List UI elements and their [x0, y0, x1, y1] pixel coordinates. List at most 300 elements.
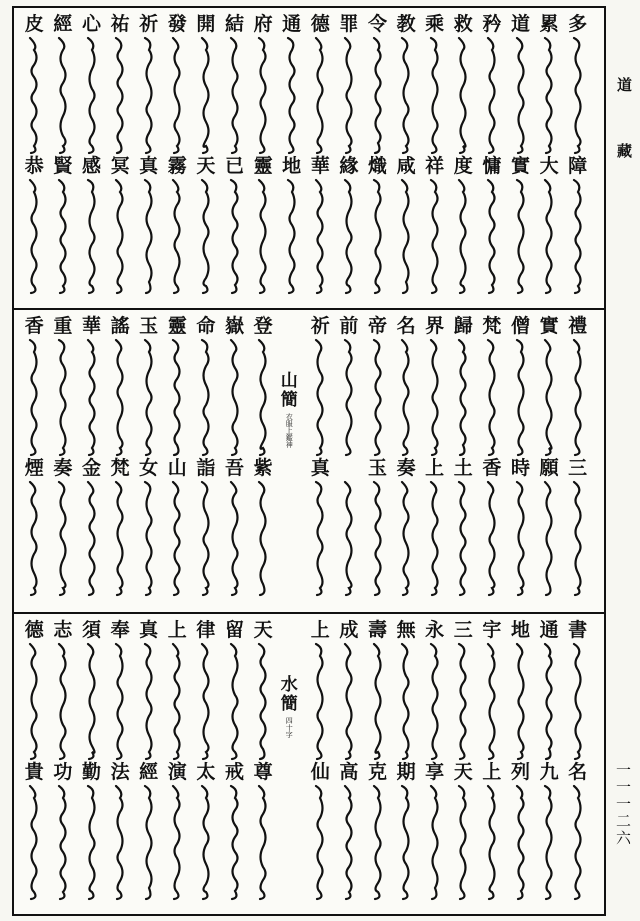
glyph-upper: 實 — [539, 315, 559, 337]
glyph-lower: 冥 — [110, 155, 130, 177]
glyph-upper: 德 — [310, 13, 330, 35]
talisman-column — [538, 316, 560, 598]
glyph-lower: 感 — [81, 155, 101, 177]
talisman-column — [567, 316, 589, 598]
section-heading-char: 水 — [280, 675, 298, 695]
glyph-upper: 三 — [453, 619, 473, 641]
talisman-stroke — [486, 480, 498, 598]
glyph-upper: 壽 — [367, 619, 387, 641]
talisman-stroke — [200, 178, 212, 296]
talisman-stroke — [429, 36, 441, 156]
talisman-stroke — [486, 642, 498, 762]
glyph-lower: 天 — [453, 761, 473, 783]
glyph-upper: 累 — [539, 13, 559, 35]
talisman-stroke — [229, 642, 241, 762]
talisman-stroke — [171, 642, 183, 762]
talisman-column — [452, 316, 474, 598]
glyph-upper: 府 — [253, 13, 273, 35]
talisman-column — [109, 316, 131, 598]
glyph-lower: 煙 — [24, 457, 44, 479]
glyph-lower: 咸 — [396, 155, 416, 177]
talisman-column — [81, 620, 103, 902]
talisman-column — [367, 620, 389, 902]
glyph-lower: 緣 — [339, 155, 359, 177]
talisman-stroke — [200, 642, 212, 762]
talisman-stroke — [372, 784, 384, 902]
glyph-upper: 須 — [81, 619, 101, 641]
section-heading — [281, 372, 298, 448]
talisman-stroke — [114, 784, 126, 902]
talisman-stroke — [457, 178, 469, 296]
talisman-column — [538, 14, 560, 296]
section-heading-note: 衣服上鑑神 — [285, 413, 294, 448]
glyph-upper: 華 — [81, 315, 101, 337]
glyph-upper: 帝 — [367, 315, 387, 337]
glyph-lower: 奏 — [53, 457, 73, 479]
talisman-column — [510, 316, 532, 598]
talisman-stroke — [457, 480, 469, 598]
talisman-stroke — [143, 784, 155, 902]
talisman-column — [481, 316, 503, 598]
talisman-column — [567, 620, 589, 902]
glyph-upper: 罪 — [339, 13, 359, 35]
glyph-lower: 祥 — [425, 155, 445, 177]
glyph-lower: 時 — [510, 457, 530, 479]
glyph-lower: 仙 — [310, 761, 330, 783]
talisman-stroke — [372, 480, 384, 598]
talisman-stroke — [457, 36, 469, 156]
glyph-lower: 上 — [482, 761, 502, 783]
talisman-column — [481, 14, 503, 296]
talisman-column — [367, 316, 389, 598]
talisman-stroke — [286, 178, 298, 296]
talisman-stroke — [257, 178, 269, 296]
glyph-lower: 靈 — [253, 155, 273, 177]
talisman-column — [138, 14, 160, 296]
glyph-upper: 皮 — [24, 13, 44, 35]
glyph-upper: 地 — [510, 619, 530, 641]
talisman-stroke — [86, 784, 98, 902]
talisman-stroke — [171, 338, 183, 458]
glyph-lower: 勤 — [81, 761, 101, 783]
talisman-stroke — [86, 480, 98, 598]
glyph-upper: 祈 — [310, 315, 330, 337]
talisman-stroke — [400, 178, 412, 296]
talisman-stroke — [515, 338, 527, 458]
glyph-lower: 詣 — [196, 457, 216, 479]
talisman-column — [452, 620, 474, 902]
glyph-lower: 九 — [539, 761, 559, 783]
margin-char-bottom: 藏 — [616, 142, 632, 160]
talisman-stroke — [257, 338, 269, 458]
section-heading-char: 簡 — [280, 390, 298, 410]
talisman-stroke — [28, 642, 40, 762]
glyph-lower: 女 — [139, 457, 159, 479]
talisman-stroke — [229, 36, 241, 156]
glyph-upper: 上 — [310, 619, 330, 641]
middle-panel — [14, 310, 604, 612]
talisman-stroke — [572, 178, 584, 296]
talisman-column — [166, 14, 188, 296]
talisman-stroke — [343, 338, 355, 458]
glyph-lower: 已 — [224, 155, 244, 177]
talisman-stroke — [28, 178, 40, 296]
talisman-column — [338, 620, 360, 902]
talisman-column — [281, 14, 303, 296]
talisman-stroke — [143, 480, 155, 598]
talisman-stroke — [143, 36, 155, 156]
talisman-stroke — [314, 338, 326, 458]
talisman-column — [252, 316, 274, 598]
talisman-stroke — [429, 178, 441, 296]
glyph-upper: 上 — [167, 619, 187, 641]
glyph-upper: 書 — [568, 619, 588, 641]
talisman-stroke — [200, 36, 212, 156]
glyph-upper: 志 — [53, 619, 73, 641]
talisman-stroke — [86, 36, 98, 156]
glyph-upper: 律 — [196, 619, 216, 641]
section-heading-char: 簡 — [280, 694, 298, 714]
talisman-stroke — [171, 480, 183, 598]
glyph-upper: 令 — [367, 13, 387, 35]
glyph-lower: 地 — [282, 155, 302, 177]
talisman-stroke — [314, 480, 326, 598]
glyph-upper: 多 — [568, 13, 588, 35]
glyph-upper: 發 — [167, 13, 187, 35]
talisman-column — [424, 14, 446, 296]
glyph-upper: 德 — [24, 619, 44, 641]
talisman-stroke — [515, 642, 527, 762]
glyph-upper: 留 — [224, 619, 244, 641]
glyph-upper: 宇 — [482, 619, 502, 641]
talisman-stroke — [286, 36, 298, 156]
glyph-upper: 謠 — [110, 315, 130, 337]
talisman-column — [166, 316, 188, 598]
glyph-lower: 法 — [110, 761, 130, 783]
glyph-lower: 香 — [482, 457, 502, 479]
glyph-upper: 香 — [24, 315, 44, 337]
margin-char-top: 道 — [616, 76, 632, 94]
talisman-stroke — [114, 642, 126, 762]
talisman-column — [23, 620, 45, 902]
glyph-upper: 無 — [396, 619, 416, 641]
glyph-lower: 期 — [396, 761, 416, 783]
talisman-stroke — [28, 338, 40, 458]
glyph-lower: 障 — [568, 155, 588, 177]
talisman-stroke — [343, 36, 355, 156]
glyph-upper: 成 — [339, 619, 359, 641]
glyph-lower: 貴 — [24, 761, 44, 783]
glyph-upper: 禮 — [568, 315, 588, 337]
talisman-column — [195, 316, 217, 598]
glyph-lower: 真 — [139, 155, 159, 177]
glyph-lower: 山 — [167, 457, 187, 479]
talisman-column — [538, 620, 560, 902]
glyph-lower: 三 — [568, 457, 588, 479]
talisman-stroke — [114, 178, 126, 296]
talisman-stroke — [143, 178, 155, 296]
glyph-lower: 功 — [53, 761, 73, 783]
section-heading — [281, 676, 298, 738]
glyph-lower: 戒 — [224, 761, 244, 783]
glyph-lower: 享 — [425, 761, 445, 783]
glyph-lower: 梵 — [110, 457, 130, 479]
talisman-stroke — [200, 338, 212, 458]
talisman-stroke — [343, 642, 355, 762]
glyph-upper: 靈 — [167, 315, 187, 337]
glyph-upper: 祐 — [110, 13, 130, 35]
glyph-lower: 演 — [167, 761, 187, 783]
glyph-lower: 列 — [510, 761, 530, 783]
talisman-stroke — [543, 480, 555, 598]
talisman-stroke — [486, 784, 498, 902]
glyph-upper: 命 — [196, 315, 216, 337]
glyph-upper: 道 — [510, 13, 530, 35]
talisman-stroke — [400, 784, 412, 902]
talisman-column — [224, 14, 246, 296]
glyph-upper: 開 — [196, 13, 216, 35]
talisman-stroke — [257, 36, 269, 156]
talisman-column — [567, 14, 589, 296]
talisman-stroke — [429, 784, 441, 902]
talisman-stroke — [515, 784, 527, 902]
talisman-stroke — [486, 178, 498, 296]
talisman-column — [338, 14, 360, 296]
glyph-upper: 救 — [453, 13, 473, 35]
glyph-upper: 僧 — [510, 315, 530, 337]
talisman-stroke — [372, 36, 384, 156]
glyph-lower: 上 — [425, 457, 445, 479]
talisman-stroke — [143, 642, 155, 762]
talisman-stroke — [372, 642, 384, 762]
talisman-stroke — [314, 784, 326, 902]
talisman-stroke — [400, 480, 412, 598]
glyph-lower: 天 — [196, 155, 216, 177]
glyph-lower: 金 — [81, 457, 101, 479]
talisman-stroke — [57, 178, 69, 296]
glyph-upper: 經 — [53, 13, 73, 35]
talisman-column — [81, 316, 103, 598]
talisman-column — [309, 14, 331, 296]
talisman-column — [195, 620, 217, 902]
talisman-stroke — [572, 338, 584, 458]
glyph-upper: 祈 — [139, 13, 159, 35]
talisman-stroke — [457, 338, 469, 458]
page-number: 一一一二六 — [614, 762, 632, 847]
talisman-stroke — [429, 338, 441, 458]
talisman-stroke — [200, 480, 212, 598]
talisman-column — [81, 14, 103, 296]
talisman-column — [481, 620, 503, 902]
talisman-stroke — [171, 784, 183, 902]
talisman-stroke — [572, 36, 584, 156]
talisman-stroke — [229, 178, 241, 296]
talisman-column — [52, 14, 74, 296]
glyph-lower: 慵 — [482, 155, 502, 177]
glyph-upper: 永 — [425, 619, 445, 641]
glyph-upper: 真 — [139, 619, 159, 641]
talisman-stroke — [57, 338, 69, 458]
talisman-column — [338, 316, 360, 598]
talisman-stroke — [572, 784, 584, 902]
upper-panel — [14, 8, 604, 308]
talisman-stroke — [572, 480, 584, 598]
talisman-stroke — [457, 642, 469, 762]
talisman-stroke — [229, 480, 241, 598]
talisman-stroke — [57, 642, 69, 762]
talisman-column — [224, 620, 246, 902]
talisman-stroke — [28, 36, 40, 156]
talisman-stroke — [114, 338, 126, 458]
talisman-stroke — [400, 36, 412, 156]
glyph-lower: 華 — [310, 155, 330, 177]
talisman-stroke — [171, 36, 183, 156]
glyph-lower: 賢 — [53, 155, 73, 177]
talisman-stroke — [343, 784, 355, 902]
glyph-lower: 玉 — [367, 457, 387, 479]
glyph-upper: 教 — [396, 13, 416, 35]
talisman-stroke — [343, 178, 355, 296]
glyph-lower: 奏 — [396, 457, 416, 479]
talisman-column — [309, 316, 331, 598]
talisman-stroke — [543, 642, 555, 762]
talisman-column — [309, 620, 331, 902]
talisman-stroke — [543, 178, 555, 296]
glyph-lower: 熾 — [367, 155, 387, 177]
glyph-upper: 界 — [425, 315, 445, 337]
section-heading-char: 山 — [280, 371, 298, 391]
talisman-column — [166, 620, 188, 902]
section-heading-note: 四十字 — [285, 717, 294, 738]
talisman-stroke — [314, 178, 326, 296]
glyph-lower: 太 — [196, 761, 216, 783]
talisman-stroke — [171, 178, 183, 296]
glyph-upper: 名 — [396, 315, 416, 337]
talisman-column — [395, 316, 417, 598]
talisman-column — [367, 14, 389, 296]
talisman-stroke — [372, 338, 384, 458]
talisman-stroke — [372, 178, 384, 296]
talisman-column — [138, 620, 160, 902]
talisman-column — [395, 14, 417, 296]
talisman-stroke — [28, 480, 40, 598]
talisman-stroke — [429, 642, 441, 762]
glyph-lower: 願 — [539, 457, 559, 479]
talisman-stroke — [57, 480, 69, 598]
talisman-stroke — [114, 36, 126, 156]
talisman-stroke — [143, 338, 155, 458]
glyph-upper: 通 — [282, 13, 302, 35]
talisman-stroke — [200, 784, 212, 902]
talisman-stroke — [28, 784, 40, 902]
glyph-lower: 度 — [453, 155, 473, 177]
glyph-lower: 紫 — [253, 457, 273, 479]
talisman-column — [23, 14, 45, 296]
talisman-stroke — [86, 178, 98, 296]
talisman-stroke — [400, 338, 412, 458]
glyph-upper: 嶽 — [224, 315, 244, 337]
talisman-stroke — [543, 338, 555, 458]
talisman-column — [424, 620, 446, 902]
glyph-upper: 心 — [81, 13, 101, 35]
glyph-upper: 歸 — [453, 315, 473, 337]
glyph-upper: 前 — [339, 315, 359, 337]
talisman-column — [52, 620, 74, 902]
talisman-stroke — [314, 642, 326, 762]
talisman-stroke — [400, 642, 412, 762]
talisman-stroke — [515, 178, 527, 296]
talisman-stroke — [515, 480, 527, 598]
talisman-stroke — [543, 784, 555, 902]
glyph-upper: 乘 — [425, 13, 445, 35]
talisman-column — [224, 316, 246, 598]
talisman-column — [452, 14, 474, 296]
talisman-stroke — [57, 784, 69, 902]
talisman-column — [138, 316, 160, 598]
glyph-upper: 矜 — [482, 13, 502, 35]
glyph-upper: 結 — [224, 13, 244, 35]
glyph-upper: 登 — [253, 315, 273, 337]
glyph-lower: 名 — [568, 761, 588, 783]
talisman-stroke — [257, 784, 269, 902]
talisman-column — [195, 14, 217, 296]
glyph-lower: 實 — [510, 155, 530, 177]
glyph-lower: 大 — [539, 155, 559, 177]
glyph-lower: 土 — [453, 457, 473, 479]
talisman-stroke — [572, 642, 584, 762]
talisman-stroke — [229, 338, 241, 458]
talisman-stroke — [86, 338, 98, 458]
talisman-stroke — [486, 338, 498, 458]
talisman-column — [424, 316, 446, 598]
talisman-column — [23, 316, 45, 598]
talisman-stroke — [86, 642, 98, 762]
glyph-lower: 經 — [139, 761, 159, 783]
talisman-column — [510, 620, 532, 902]
talisman-stroke — [543, 36, 555, 156]
glyph-lower: 恭 — [24, 155, 44, 177]
glyph-upper: 梵 — [482, 315, 502, 337]
talisman-stroke — [515, 36, 527, 156]
glyph-upper: 玉 — [139, 315, 159, 337]
glyph-lower: 吾 — [224, 457, 244, 479]
talisman-stroke — [429, 480, 441, 598]
talisman-stroke — [229, 784, 241, 902]
glyph-upper: 重 — [53, 315, 73, 337]
lower-panel — [14, 614, 604, 914]
talisman-column — [252, 14, 274, 296]
glyph-lower: 霧 — [167, 155, 187, 177]
talisman-stroke — [257, 642, 269, 762]
talisman-column — [252, 620, 274, 902]
glyph-lower: 尊 — [253, 761, 273, 783]
talisman-column — [109, 620, 131, 902]
talisman-column — [52, 316, 74, 598]
talisman-stroke — [114, 480, 126, 598]
talisman-stroke — [57, 36, 69, 156]
talisman-stroke — [457, 784, 469, 902]
talisman-stroke — [486, 36, 498, 156]
glyph-lower: 高 — [339, 761, 359, 783]
talisman-stroke — [343, 480, 355, 598]
glyph-lower: 克 — [367, 761, 387, 783]
talisman-column — [510, 14, 532, 296]
talisman-column — [395, 620, 417, 902]
glyph-lower: 真 — [310, 457, 330, 479]
glyph-upper: 通 — [539, 619, 559, 641]
glyph-upper: 奉 — [110, 619, 130, 641]
document-page — [12, 6, 606, 916]
